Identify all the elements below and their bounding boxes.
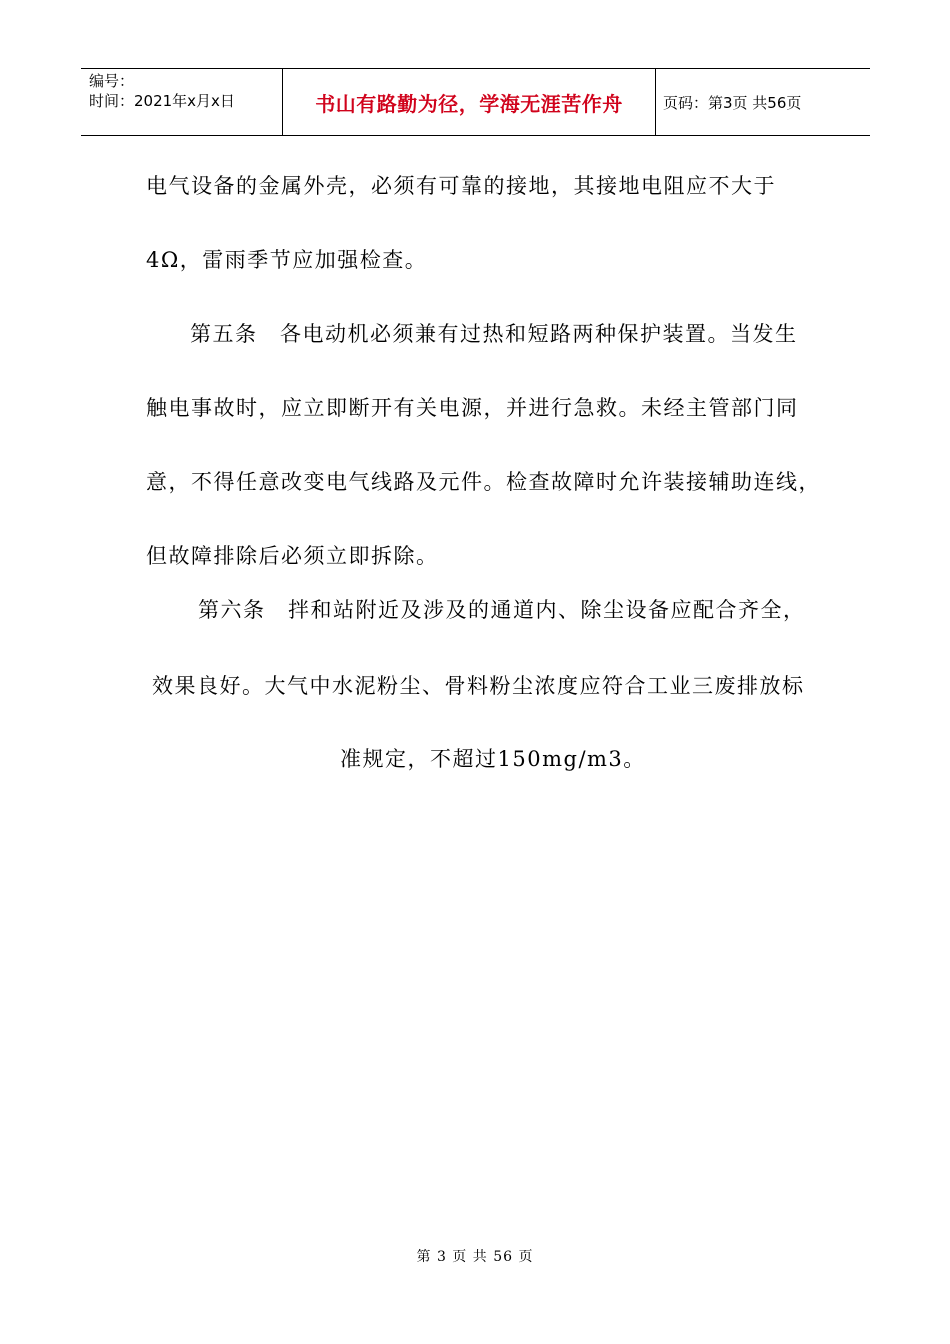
body-line: 电气设备的金属外壳，必须有可靠的接地，其接地电阻应不大于 xyxy=(146,174,776,198)
header-motto: 书山有路勤为径，学海无涯苦作舟 xyxy=(315,91,623,116)
body-line: 但故障排除后必须立即拆除。 xyxy=(146,544,439,568)
header-meta xyxy=(89,71,279,111)
body-line: 效果良好。大气中水泥粉尘、骨料粉尘浓度应符合工业三废排放标 xyxy=(152,674,805,698)
header-divider-right xyxy=(655,69,656,135)
document-header xyxy=(81,68,870,136)
body-line: 4Ω，雷雨季节应加强检查。 xyxy=(146,248,428,272)
body-line: 第六条 拌和站附近及涉及的通道内、除尘设备应配合齐全， xyxy=(198,598,806,622)
document-time-label: 时间：2021年x月x日 xyxy=(89,92,235,110)
body-line: 意，不得任意改变电气线路及元件。检查故障时允许装接辅助连线， xyxy=(146,470,821,494)
header-page-info: 页码：第3页 共56页 xyxy=(663,93,802,112)
document-number-label: 编号： xyxy=(89,72,135,90)
body-line: 第五条 各电动机必须兼有过热和短路两种保护装置。当发生 xyxy=(190,322,798,346)
body-line: 触电事故时，应立即断开有关电源，并进行急救。未经主管部门同 xyxy=(146,396,799,420)
page-footer: 第 3 页 共 56 页 xyxy=(416,1249,534,1265)
body-line: 准规定，不超过150mg/m3。 xyxy=(340,747,646,771)
